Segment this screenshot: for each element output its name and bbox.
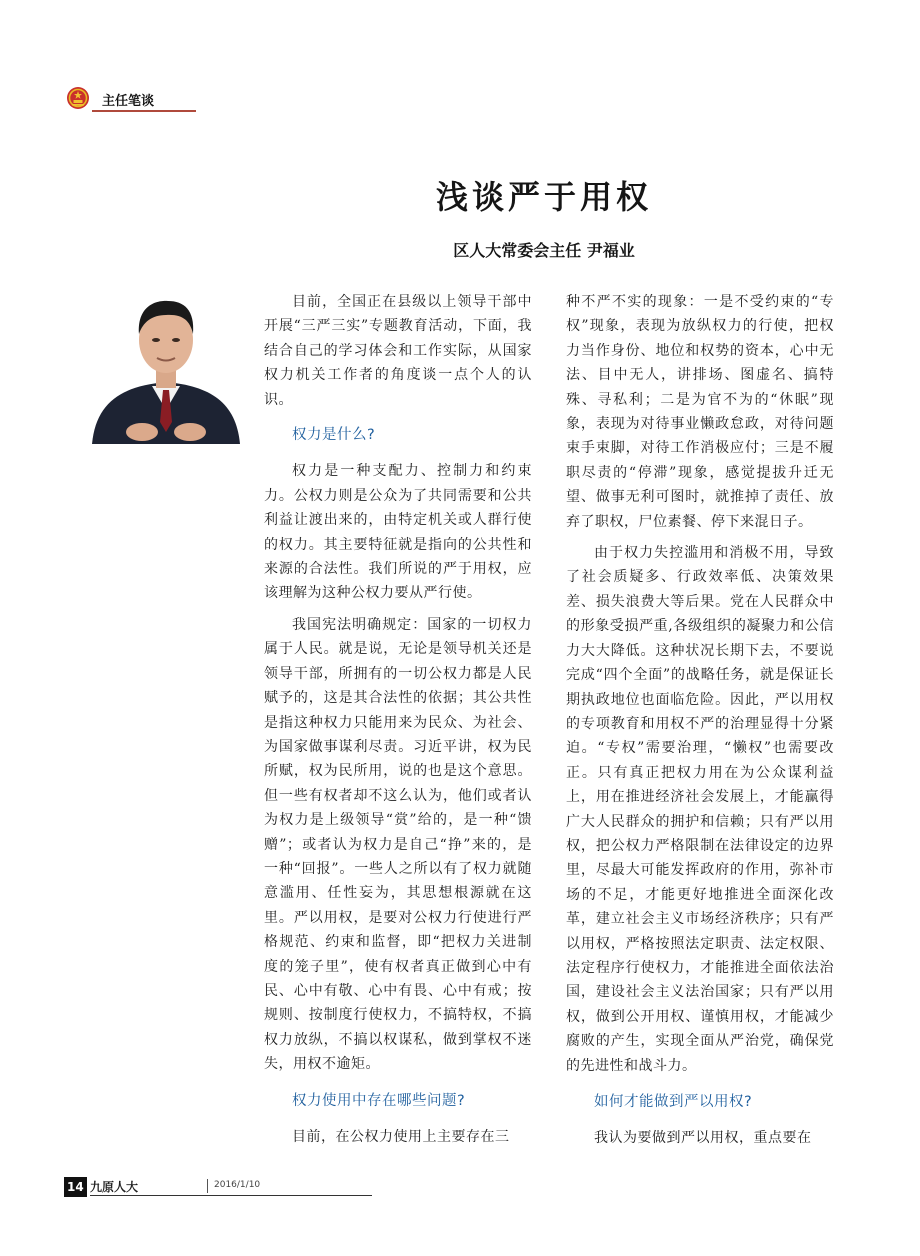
section-heading: 如何才能做到严以用权? (594, 1094, 753, 1110)
paragraph: 由于权力失控滥用和消极不用，导致了社会质疑多、行政效率低、决策效果差、损失浪费大等后果。党在人民群众中的形象受损严重,各级组织的凝聚力和公信力大大降低。这种状况长期下去，不要说完成“四个全面”的战略任务，就是保证长期执政地位也面临危险。因此，严以用权的专项教育和用权不严的治理显得十分紧迫。“专权”需要治理，“懒权”也需要改正。只有真正把权力用在为公众谋利益上，用在推进经济社会发展上，才能赢得广大人民群众的拥护和信赖；只有严以用权，把公权力严格限制在法律设定的边界里，尽最大可能发挥政府的作用，弥补市场的不足，才能更好地推进全面深化改革，建立社会主义市场经济秩序；只有严以用权，严格按照法定职责、法定权限、法定程序行使权力，才能推进全面依法治国，建设社会主义法治国家；只有严以用权，做到公开用权、谨慎用权，才能减少腐败的产生，实现全面从严治党，确保党的先进性和战斗力。 (566, 545, 834, 1074)
paragraph: 我国宪法明确规定：国家的一切权力属于人民。就是说，无论是领导机关还是领导干部，所拥有的一切公权力都是人民赋予的，这是其合法性的依据；其公共性是指这种权力只能用来为民众、为社会、为国家做事谋利尽责。习近平讲，权为民所赋，权为民所用，说的也是这个意思。但一些有权者却不这么认为，他们或者认为权力是上级领导“赏”给的，是一种“馈赠”；或者认为权力是自己“挣”来的，是一种“回报”。一些人之所以有了权力就随意滥用、任性妄为，其思想根源就在这里。严以用权，是要对公权力行使进行严格规范、约束和监督，即“把权力关进制度的笼子里”，使有权者真正做到心中有民、心中有敬、心中有畏、心中有戒；按规则、按制度行使权力，不搞特权，不搞权力放纵，不搞以权谋私，做到掌权不迷失，用权不逾矩。 (264, 616, 532, 1073)
publication-name: 九原人大 (90, 1180, 139, 1194)
page-footer (64, 1177, 364, 1197)
paragraph: 目前，全国正在县级以上领导干部中开展“三严三实”专题教育活动，下面，我结合自己的学习体会和工作实际，从国家权力机关工作者的角度谈一点个人的认识。 (264, 294, 532, 408)
section-heading: 权力是什么? (292, 427, 376, 444)
author-portrait (82, 282, 250, 444)
page-number: 14 (64, 1177, 87, 1197)
paragraph: 我认为要做到严以用权，重点要在 (594, 1130, 812, 1147)
paragraph: 权力是一种支配力、控制力和约束力。公权力则是公众为了共同需要和公共利益让渡出来的，由特定机关或人群行使的权力。其主要特征就是指向的公共性和来源的合法性。我们所说的严于用权，应该理解为这种公权力要从严行使。 (264, 463, 532, 602)
paragraph: 目前，在公权力使用上主要存在三 (292, 1129, 510, 1145)
column-1 (264, 290, 532, 1156)
section-label: 主任笔谈 (102, 94, 155, 109)
section-header (66, 86, 196, 112)
issue-date: 2016/1/10 (214, 1180, 261, 1190)
paragraph: 种不严不实的现象：一是不受约束的“专权”现象，表现为放纵权力的行使，把权力当作身份、地位和权势的资本，心中无法、目中无人，讲排场、图虚名、搞特殊、寻私利；二是为官不为的“休眠”现象，表现为对待事业懒政怠政，对待问题束手束脚，对待工作消极应付；三是不履职尽责的“停滞”现象，感觉提拔升迁无望、做事无利可图时，就推掉了责任、放弃了职权，尸位素餐、停下来混日子。 (566, 294, 834, 530)
footer-rule (90, 1195, 372, 1196)
column-2 (566, 290, 834, 1158)
section-heading: 权力使用中存在哪些问题? (292, 1092, 466, 1109)
national-emblem-icon (66, 86, 90, 110)
article-author: 区人大常委会主任 尹福业 (453, 241, 635, 260)
header-rule (92, 110, 196, 112)
article-title: 浅谈严于用权 (435, 178, 652, 216)
footer-divider (207, 1179, 208, 1193)
